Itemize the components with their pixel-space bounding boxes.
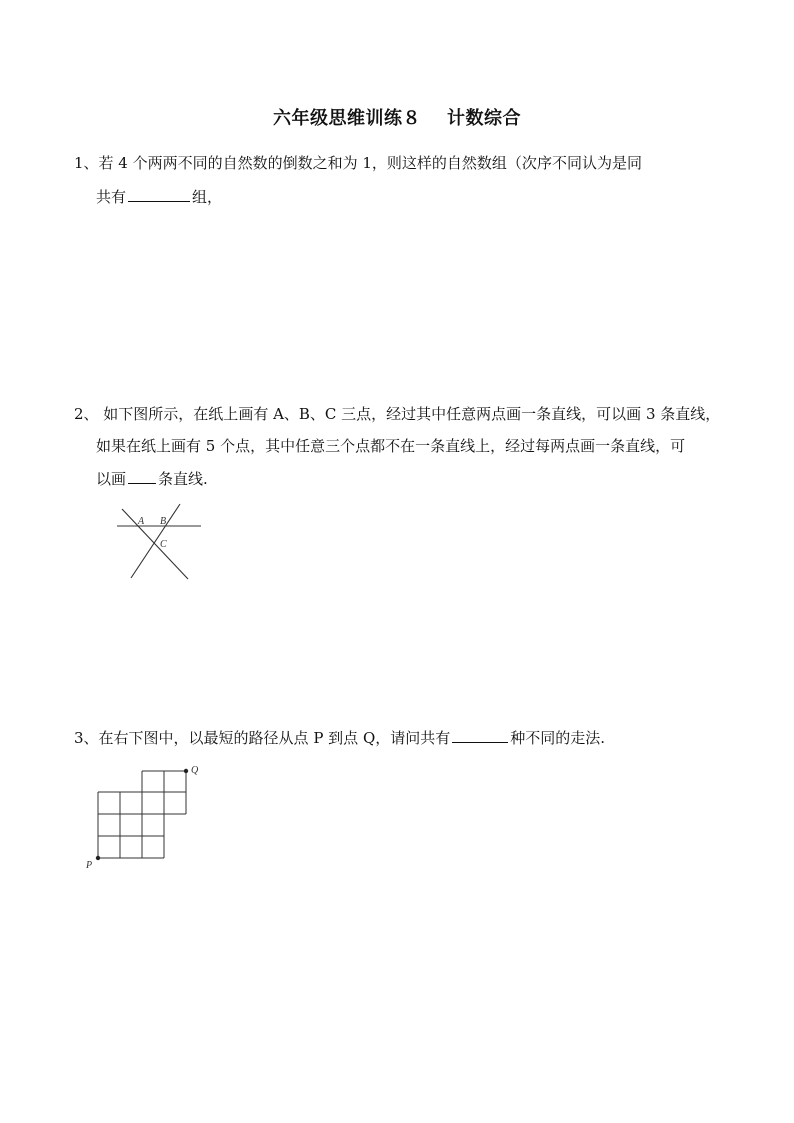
- line-ac: [122, 509, 188, 579]
- point-label-c: C: [160, 539, 167, 550]
- point-p-dot: [96, 856, 100, 860]
- title-main: 六年级思维训练８: [273, 108, 421, 129]
- point-label-b: B: [160, 516, 167, 527]
- question-3-line-1: [74, 726, 605, 748]
- answer-blank-1[interactable]: [128, 185, 190, 202]
- question-3-prefix: 3、在右下图中，以最短的路径从点 P 到点 Q，请问共有: [74, 729, 451, 747]
- answer-blank-2[interactable]: [128, 467, 156, 484]
- question-2-suffix: 条直线.: [158, 470, 208, 488]
- point-label-p: P: [86, 860, 93, 871]
- point-label-q: Q: [191, 765, 199, 776]
- question-1-line-2: [96, 185, 222, 207]
- answer-blank-3[interactable]: [452, 726, 508, 743]
- three-lines-figure: [110, 500, 210, 585]
- question-1-suffix: 组，: [192, 188, 223, 206]
- question-3-suffix: 种不同的走法.: [510, 729, 606, 747]
- question-2-prefix: 以画: [96, 470, 127, 488]
- question-1-prefix: 共有: [96, 188, 127, 206]
- grid-path-figure: [82, 760, 206, 872]
- question-2-line-2: 如果在纸上画有 5 个点，其中任意三个点都不在一条直线上，经过每两点画一条直线，可: [96, 437, 686, 455]
- page-title: [0, 104, 794, 130]
- point-label-a: A: [138, 516, 145, 527]
- question-1-line-1: 1、若 4 个两两不同的自然数的倒数之和为 1，则这样的自然数组（次序不同认为是同: [74, 154, 642, 172]
- question-2-line-3: [96, 467, 208, 489]
- grid-lines: [98, 771, 186, 858]
- question-2-line-1: 2、 如下图所示，在纸上画有 A、B、C 三点，经过其中任意两点画一条直线，可以画 3 条直线，: [74, 405, 721, 423]
- title-topic: 计数综合: [447, 108, 521, 129]
- point-q-dot: [184, 769, 188, 773]
